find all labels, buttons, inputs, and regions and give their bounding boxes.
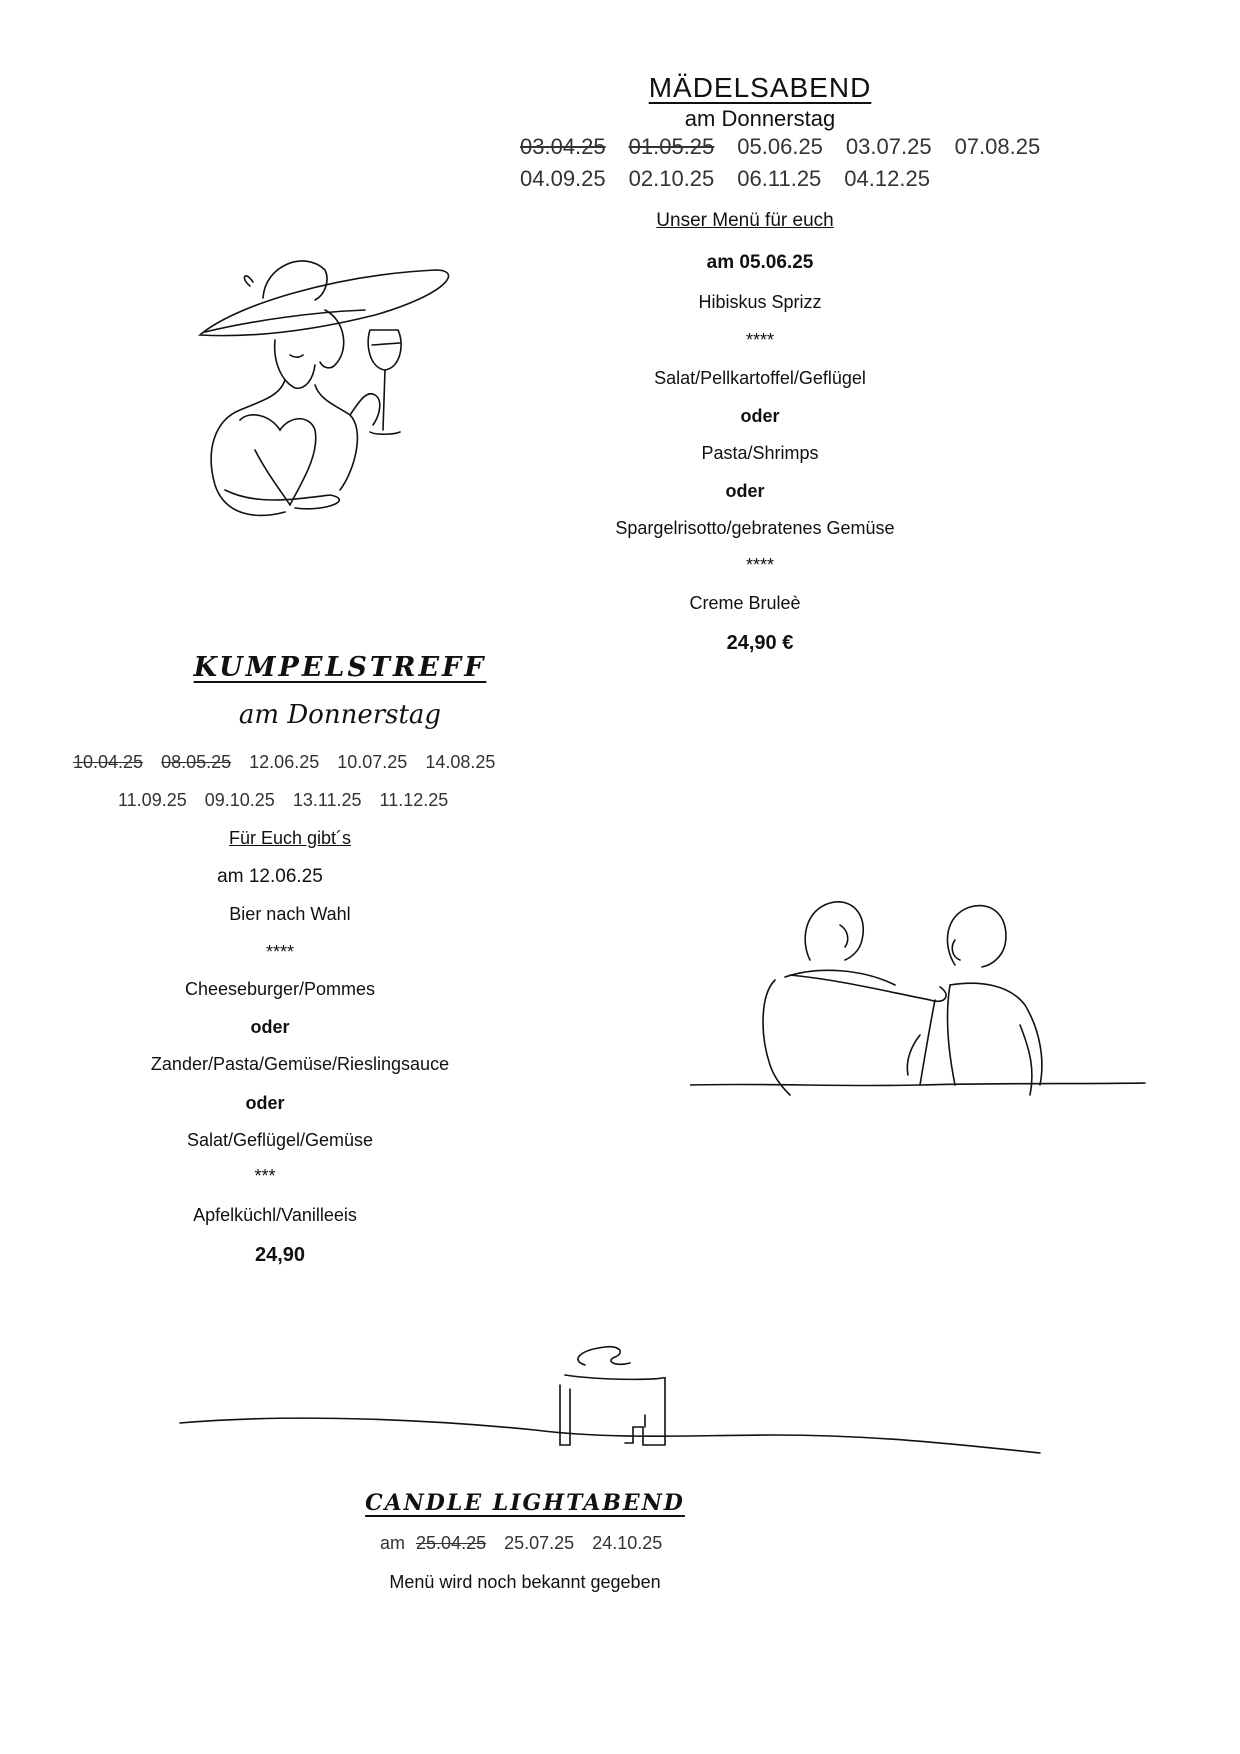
kumpelstreff-dessert: Apfelküchl/Vanilleeis [193,1205,357,1225]
date-item: 06.11.25 [737,166,822,191]
kumpelstreff-main-2: Zander/Pasta/Gemüse/Rieslingsauce [150,1054,450,1074]
date-item: 07.08.25 [954,134,1041,159]
candle-icon [175,1345,1045,1465]
date-item: 11.09.25 [118,790,187,810]
maedelsabend-menu-date: am 05.06.25 [706,252,814,273]
date-item: 01.05.25 [628,134,715,159]
maedelsabend-dates-row1 [520,134,1063,160]
maedelsabend-or-2: oder [725,481,765,501]
kumpelstreff-or-2: oder [245,1093,285,1113]
two-friends-icon [690,885,1150,1105]
date-item: 04.12.25 [844,166,930,191]
maedelsabend-menu-heading: Unser Menü für euch [656,210,834,231]
date-item: 09.10.25 [204,790,275,810]
maedelsabend-separator-1: **** [745,330,775,350]
maedelsabend-or-1: oder [740,406,780,426]
kumpelstreff-weekday: am Donnerstag [238,700,442,730]
candle-title: CANDLE LIGHTABEND [365,1490,685,1516]
date-item: 03.07.25 [845,134,932,159]
kumpelstreff-or-1: oder [250,1017,290,1037]
kumpelstreff-dates-row2 [118,790,466,811]
date-item: 10.04.25 [73,752,144,772]
candle-prefix: am [380,1533,406,1553]
kumpelstreff-main-3: Salat/Geflügel/Gemüse [186,1130,374,1150]
date-item: 02.10.25 [628,166,715,191]
date-item: 24.10.25 [592,1533,663,1553]
date-item: 04.09.25 [520,166,606,191]
maedelsabend-separator-2: **** [745,555,775,575]
candle-note: Menü wird noch bekannt gegeben [389,1572,661,1592]
kumpelstreff-price: 24,90 [254,1244,306,1266]
date-item: 13.11.25 [292,790,362,810]
kumpelstreff-title: KUMPELSTREFF [193,652,487,683]
maedelsabend-main-3: Spargelrisotto/gebratenes Gemüse [615,518,895,538]
kumpelstreff-menu-heading: Für Euch gibt´s [228,828,352,848]
kumpelstreff-dates-row1 [73,752,513,773]
maedelsabend-dessert: Creme Bruleè [689,593,801,613]
kumpelstreff-separator-2: *** [254,1166,276,1186]
date-item: 12.06.25 [249,752,320,772]
kumpelstreff-separator-1: **** [265,942,295,962]
date-item: 03.04.25 [520,134,606,159]
maedelsabend-main-1: Salat/Pellkartoffel/Geflügel [654,368,866,388]
date-item: 25.07.25 [504,1533,575,1553]
date-item: 08.05.25 [161,752,232,772]
kumpelstreff-main-1: Cheeseburger/Pommes [184,979,376,999]
date-item: 14.08.25 [425,752,496,772]
maedelsabend-main-2: Pasta/Shrimps [701,443,819,463]
maedelsabend-weekday: am Donnerstag [684,106,836,131]
maedelsabend-price: 24,90 € [726,632,794,654]
woman-with-hat-wine-icon [195,250,495,570]
date-item: 05.06.25 [737,134,823,159]
date-item: 25.04.25 [416,1533,487,1553]
maedelsabend-drink: Hibiskus Sprizz [698,292,822,312]
kumpelstreff-drink: Bier nach Wahl [229,904,351,924]
kumpelstreff-menu-date: am 12.06.25 [217,866,323,887]
maedelsabend-title: MÄDELSABEND [648,72,872,103]
candle-dates [380,1533,680,1554]
maedelsabend-dates-row2 [520,166,953,192]
date-item: 11.12.25 [379,790,449,810]
date-item: 10.07.25 [337,752,408,772]
